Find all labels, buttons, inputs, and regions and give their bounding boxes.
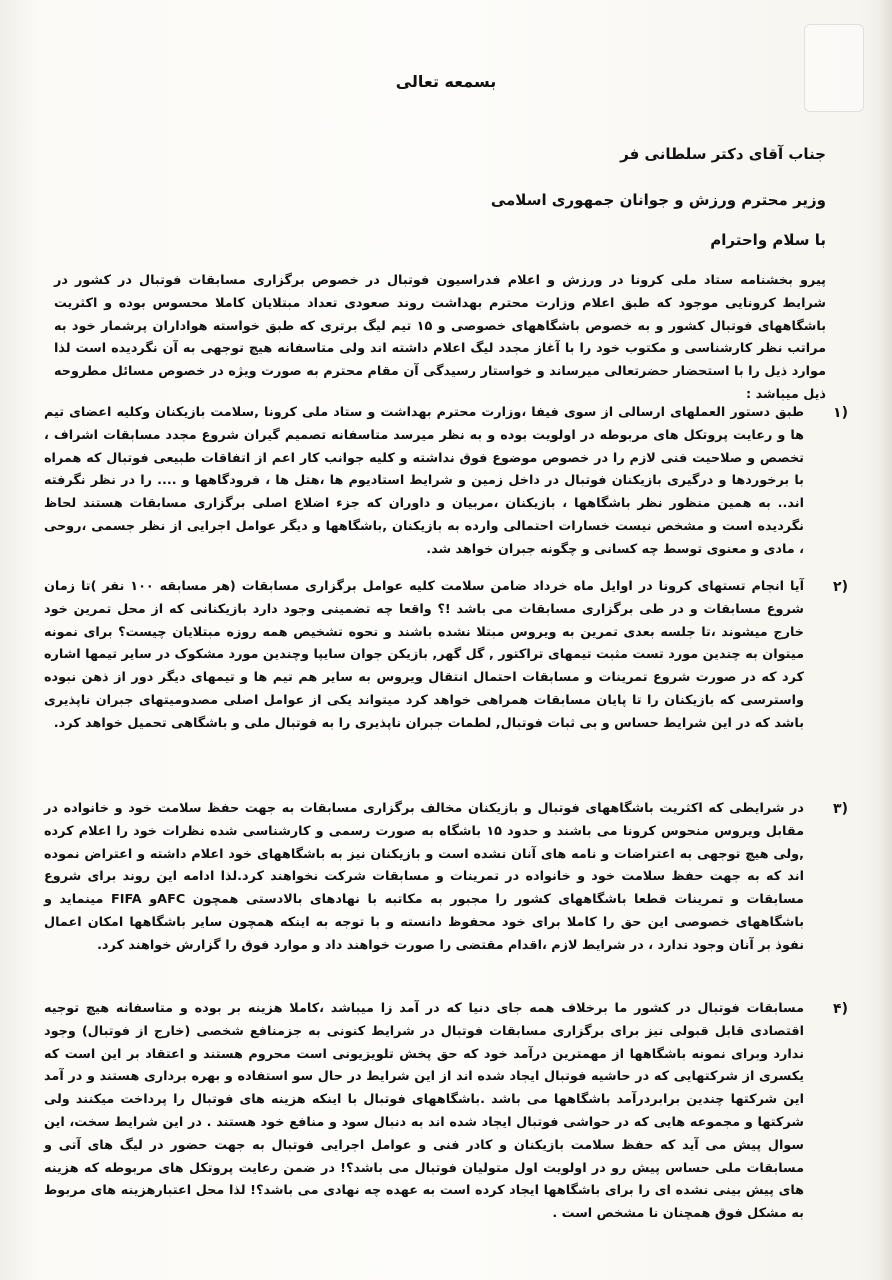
letter-heading: بسمعه تعالی [395, 72, 497, 91]
intro-paragraph: پیرو بخشنامه ستاد ملی کرونا در ورزش و اعلام فدراسیون فوتبال در خصوص برگزاری مسابقات فوتبال در کشور در شرایط کرونایی موجود که طبق اعلام وزارت محترم بهداشت روند صعودی تعداد مبتلایان کاملا محسوس بوده و اکثریت باشگاههای فوتبال کشور و به خصوص باشگاههای خصوصی و ۱۵ تیم لیگ برتری که طبق خواسته هواداران پرشمار خود به مراتب نظر کارشناسی و مکتوب خود را با آغاز مجدد لیگ اعلام داشته اند ولی متاسفانه هیچ توجهی به آن نگردیده است لذا موارد ذیل را با استحضار حضرتعالی میرساند و خواستار رسیدگی آن مقام محترم به صورت ویژه در خصوص مسائل مطروحه ذیل میباشد : [54, 273, 827, 402]
item-text: در شرایطی که اکثریت باشگاههای فوتبال و بازیکنان مخالف برگزاری مسابقات به جهت حفظ سلامت خود و خانواده در مقابل ویروس منحوس کرونا می باشند و حدود ۱۵ باشگاه به صورت رسمی و کارشناسی شده نظرات خود را اعلام کرده ,ولی هیچ توجهی به اعتراضات و نامه های آنان نشده است و بازیکنان نیز به باشگاههای خود اعلام داشته و اعتراض نموده اند که به جهت حفظ سلامت خود و خانواده در تمرینات و مسابقات شرکت نخواهند کرد.لذا ادامه این روند برای شروع مسابقات و تمرینات قطعا باشگاههای کشور را مجبور به مکاتبه با نهادهای بالادستی همچون AFCو FIFA مینماید و باشگاههای خصوصی این حق را کاملا برای خود محفوظ دانسته و با توجه به اینکه همچون سایر باشگاهها امکان اعمال نفوذ بر آنان وجود ندارد ، در شرایط لازم ،اقدام مقتضی را صورت خواهند داد و موارد فوق را گزارش خواهند کرد. [44, 801, 804, 953]
item-number: (۲ [833, 579, 848, 595]
item-number: (۴ [833, 1001, 848, 1017]
greeting: با سلام واحترام [710, 231, 826, 249]
item-text: طبق دستور العملهای ارسالی از سوی فیفا ،وزارت محترم بهداشت و ستاد ملی کرونا ,سلامت بازیکنان وکلیه اعضای تیم ها و رعایت پروتکل های مربوطه در اولویت بوده و به نظر میرسد متاسفانه تصمیم گیران شروع مجدد مسابقات اشراف ، تخصص و صلاحیت فنی لازم را در خصوص موضوع فوق نداشته و کلیه جوانب کار اعم از اتفاقات طبیعی فوتبال که همراه با برخوردها و درگیری بازیکنان فوتبال در داخل زمین و شرایط استادیوم ها ،هتل ها ، فرودگاهها و .... را در نظر نگرفته اند.. به همین منظور نظر باشگاهها ، بازیکنان ،مربیان و داوران که جزء اضلاع اصلی برگزاری مسابقات هستند لحاظ نگردیده است و مشخص نیست خسارات احتمالی وارده به بازیکنان ,باشگاهها و دیگر عوامل اجرایی از نظر جسمی ،روحی ، مادی و معنوی توسط چه کسانی و چگونه جبران خواهد شد. [44, 405, 804, 557]
recipient-name: جناب آقای دکتر سلطانی فر [620, 145, 826, 163]
recipient-title: وزیر محترم ورزش و جوانان جمهوری اسلامی [490, 191, 826, 209]
page-edge-shadow [878, 0, 892, 1280]
item-text: مسابقات فوتبال در کشور ما برخلاف همه جای دنیا که در آمد زا میباشد ،کاملا هزینه بر بوده و متاسفانه هیچ توجیه اقتصادی قابل قبولی نیز برای برگزاری مسابقات فوتبال در شرایط کنونی به جزمنافع شخصی (خارج از فوتبال) وجود ندارد وبرای نمونه باشگاهها از مهمترین درآمد خود که حق پخش تلویزیونی است محروم هستند و اعتقاد بر این است که یکسری از شرکتهایی که در حاشیه فوتبال ایجاد شده اند از این شرایط در حال سو استفاده و بهره برداری هستند و در آمد این شرکتها چندین برابردرآمد باشگاهها می باشد .باشگاههای فوتبال با اینکه هزینه های فوتبال را پرداخت میکنند ولی شرکتها و مجموعه هایی که در حواشی فوتبال ایجاد شده اند به دنبال سود و منافع خود هستند . در این شرایط سخت، این سوال پیش می آید که حفظ سلامت بازیکنان و کادر فنی و عوامل اجرایی فوتبال به جهت حضور در لیگ های آتی و مسابقات ملی حساس پیش رو در اولویت اول متولیان فوتبال می باشد؟! در ضمن رعایت پروتکل های مربوطه که هزینه های پیش بینی نشده ای را برای باشگاهها ایجاد کرده است به عهده چه نهادی می باشد؟! لذا محل اعتبارهزینه های مربوط به مشکل فوق همچنان نا مشخص است . [44, 1001, 804, 1222]
stamp-area [804, 24, 864, 112]
item-number: (۳ [833, 801, 848, 817]
item-text: آیا انجام تستهای کرونا در اوایل ماه خرداد ضامن سلامت کلیه عوامل برگزاری مسابقات (هر مسابقه ۱۰۰ نفر )تا زمان شروع مسابقات و در طی برگزاری مسابقات می باشد !؟ واقعا چه تضمینی وجود دارد بازیکنانی که از محل تمرین خود خارج میشوند ،تا جلسه بعدی تمرین به ویروس مبتلا نشده باشند و نحوه تشخیص همه روزه مبتلایان چیست؟ برای نمونه میتوان به چندین مورد تست مثبت تیمهای تراکتور , گل گهر, بازیکن جوان سایپا وچندین مورد مشکوک در سایر تیمها اشاره کرد که در صورت شروع تمرینات و مسابقات احتمال انتقال ویروس به سایر هم تیم ها و تیمهای دیگر دور از ذهن نبوده واسترسی که بازیکنان را تا پایان مسابقات همراهی خواهد کرد میتواند یکی از عوامل اصلی مصدومیتهای جبران ناپذیری باشد که در این شرایط حساس و بی ثبات فوتبال, لطمات جبران ناپذیری را به فوتبال ملی و باشگاهی تحمیل خواهد کرد. [44, 579, 804, 731]
item-number: (۱ [833, 405, 848, 421]
